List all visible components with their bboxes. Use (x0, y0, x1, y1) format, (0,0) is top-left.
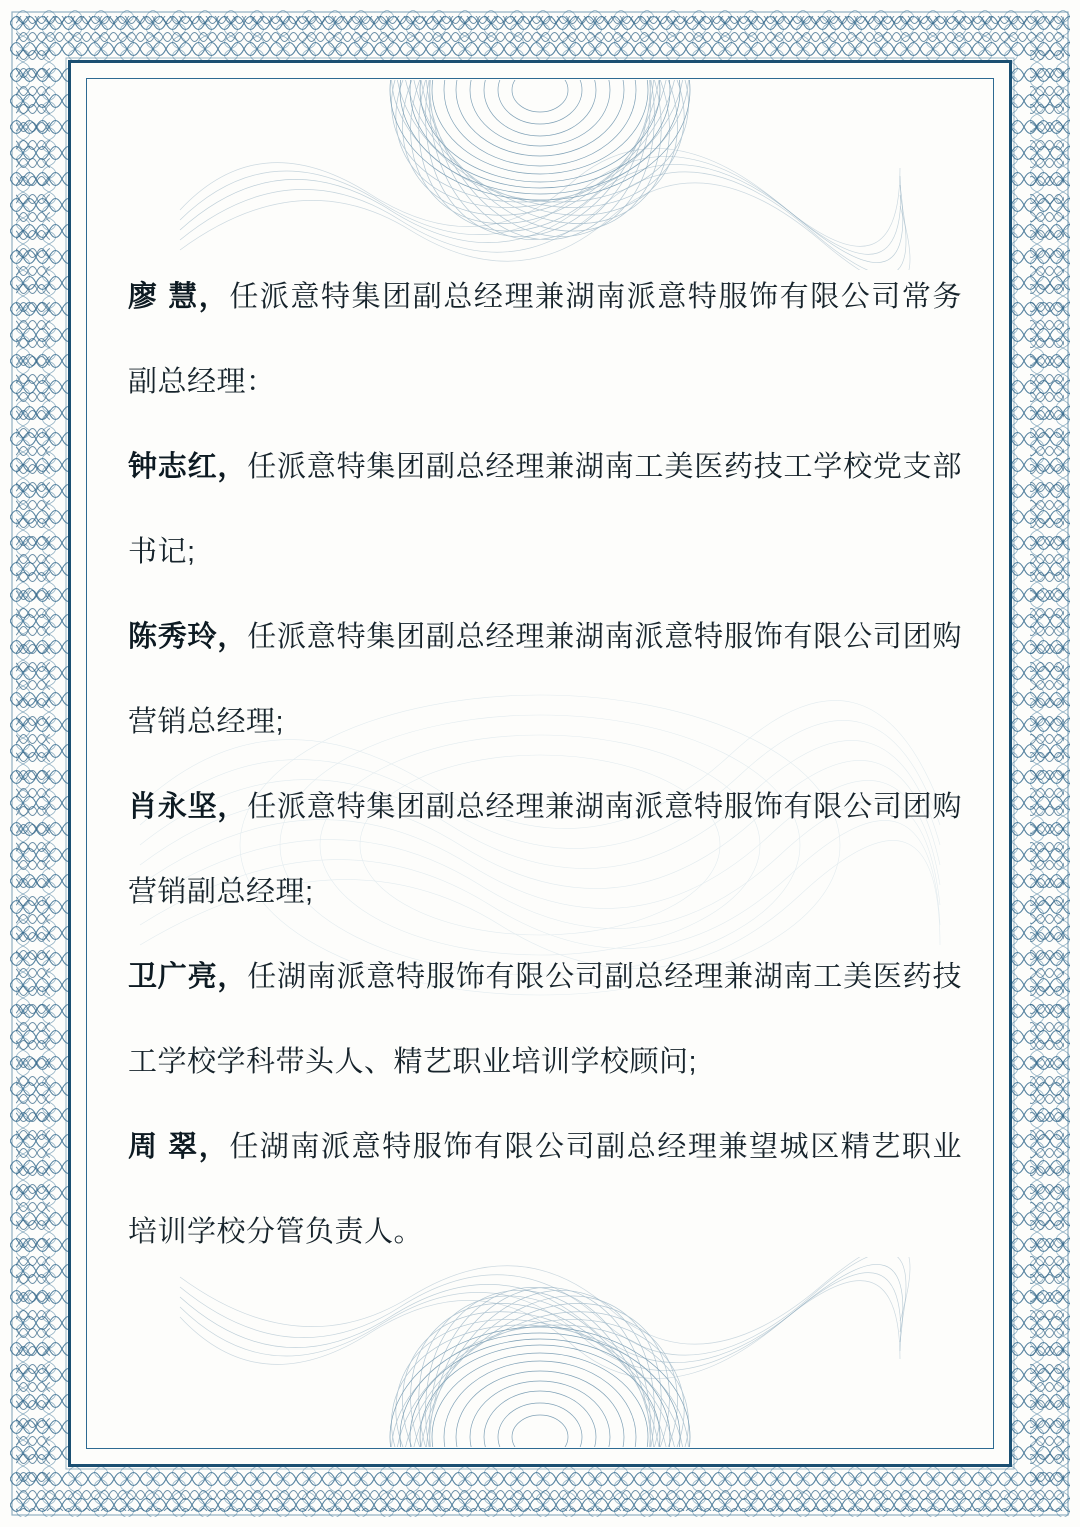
person-name: 卫广亮， (128, 961, 248, 993)
person-name: 肖永坚， (128, 791, 248, 823)
appointment-entry-6 (128, 1105, 962, 1275)
appointment-entry-4 (128, 765, 962, 935)
person-name: 周 翠， (128, 1131, 230, 1163)
person-title: 任派意特集团副总经理兼湖南派意特服饰有限公司团购营销总经理; (128, 621, 962, 738)
person-title: 任湖南派意特服饰有限公司副总经理兼湖南工美医药技工学校学科带头人、精艺职业培训学校顾问; (128, 961, 962, 1078)
person-title: 任派意特集团副总经理兼湖南派意特服饰有限公司团购营销副总经理; (128, 791, 962, 908)
document-body (128, 255, 962, 1277)
person-title: 任派意特集团副总经理兼湖南工美医药技工学校党支部书记; (128, 451, 962, 568)
appointment-entry-1 (128, 255, 962, 425)
appointment-entry-3 (128, 595, 962, 765)
appointment-entry-5 (128, 935, 962, 1105)
person-name: 陈秀玲， (128, 621, 248, 653)
person-name: 廖 慧， (128, 281, 230, 313)
appointment-entry-2 (128, 425, 962, 595)
person-title: 任派意特集团副总经理兼湖南派意特服饰有限公司常务副总经理： (128, 281, 962, 398)
person-title: 任湖南派意特服饰有限公司副总经理兼望城区精艺职业培训学校分管负责人。 (128, 1131, 962, 1248)
person-name: 钟志红， (128, 451, 248, 483)
